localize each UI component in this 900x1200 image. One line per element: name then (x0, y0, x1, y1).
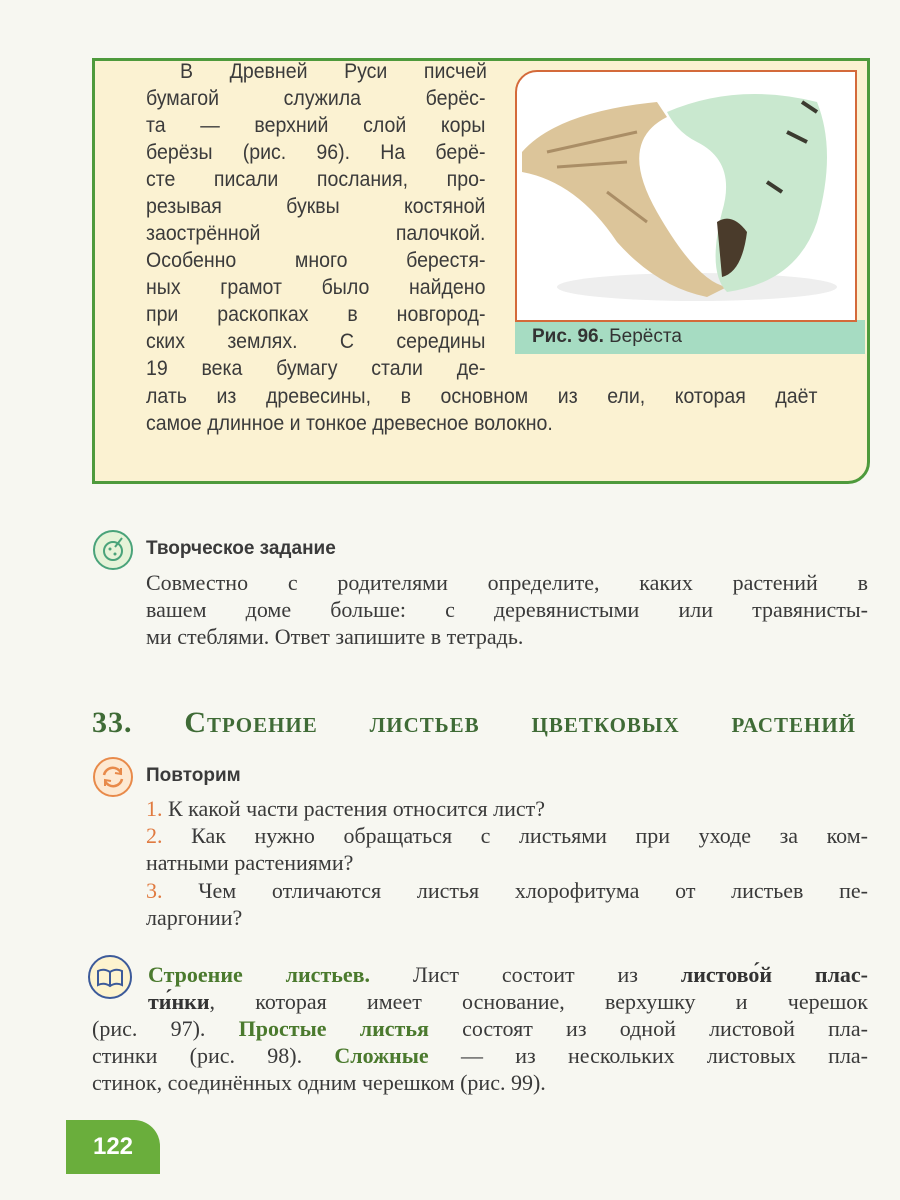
term-compound-leaves: Сложные (334, 1043, 429, 1068)
text-line: ларгонии? (146, 905, 243, 930)
item-text: Как нужно обращаться с листьями при уходе за ком- (191, 823, 869, 848)
item-number: 3. (146, 878, 163, 903)
text-line: заострённой палочкой. (146, 222, 486, 245)
text-line: берёзы (рис. 96). На берё- (146, 141, 486, 164)
item-text: Чем отличаются листья хлорофитума от листьев пе- (198, 878, 869, 903)
text-line: резывая буквы костяной (146, 195, 486, 218)
text-line: вашем доме больше: с деревянистыми или травянисты- (146, 597, 868, 622)
page-number: 122 (66, 1120, 160, 1174)
figure-caption (532, 326, 682, 348)
figure-label: Рис. 96. (532, 326, 604, 347)
text-span: — из нескольких листовых пла- (460, 1043, 869, 1068)
text-span: Лист состоит из (412, 962, 638, 987)
repeat-icon (93, 757, 133, 797)
text-line (92, 1015, 868, 1042)
text-line: сте писали послания, про- (146, 168, 486, 191)
text-line: ских землях. С середины (146, 330, 486, 353)
text-line: Особенно много берестя- (146, 249, 486, 272)
term-simple-leaves: Простые листья (238, 1016, 429, 1041)
text-line: самое длинное и тонкое древесное волокно. (146, 412, 553, 435)
creative-task-heading: Творческое задание (146, 538, 336, 559)
text-line: лать из древесины, в основном из ели, которая даёт (146, 385, 818, 408)
palette-icon (93, 530, 133, 570)
item-text: К какой части растения относится лист? (168, 796, 546, 821)
text-line: 19 века бумагу стали де- (146, 357, 486, 380)
text-line (92, 1042, 868, 1069)
review-heading: Повторим (146, 765, 241, 786)
text-line (148, 961, 868, 988)
birch-bark-photo (515, 70, 857, 322)
figure-caption-text: Берёста (609, 326, 682, 347)
text-span: , которая имеет основание, верхушку и черешок (209, 989, 868, 1014)
text-line: ных грамот было найдено (146, 276, 486, 299)
text-line: Совместно с родителями определите, каких растений в (146, 570, 868, 595)
term-leaf-structure: Строение листьев. (148, 962, 371, 987)
item-number: 1. (146, 796, 163, 821)
text-span: стинки (рис. 98). (92, 1043, 303, 1068)
section-number: 33. (92, 706, 133, 739)
text-line: та — верхний слой коры (146, 114, 486, 137)
section-title (92, 706, 856, 740)
text-line: В Древней Руси писчей (180, 60, 487, 83)
text-line: стинок, соединённых одним черешком (рис. 99). (92, 1070, 546, 1095)
item-number: 2. (146, 823, 163, 848)
text-line: натными растениями? (146, 850, 354, 875)
section-title-text: Строение листьев цветковых растений (184, 706, 857, 739)
text-span: состоят из одной листовой пла- (462, 1016, 868, 1041)
review-item (146, 795, 868, 822)
term-leaf-blade-cont: ти́нки (148, 989, 210, 1014)
review-item (146, 822, 868, 849)
text-line: при раскопках в новгород- (146, 303, 486, 326)
text-line: бумагой служила берёс- (146, 87, 486, 110)
term-leaf-blade: листово́й плас- (680, 962, 868, 987)
book-icon (88, 955, 132, 999)
text-line (148, 988, 868, 1015)
text-span: (рис. 97). (92, 1016, 206, 1041)
review-item (146, 877, 868, 904)
text-line: ми стеблями. Ответ запишите в тетрадь. (146, 624, 524, 649)
